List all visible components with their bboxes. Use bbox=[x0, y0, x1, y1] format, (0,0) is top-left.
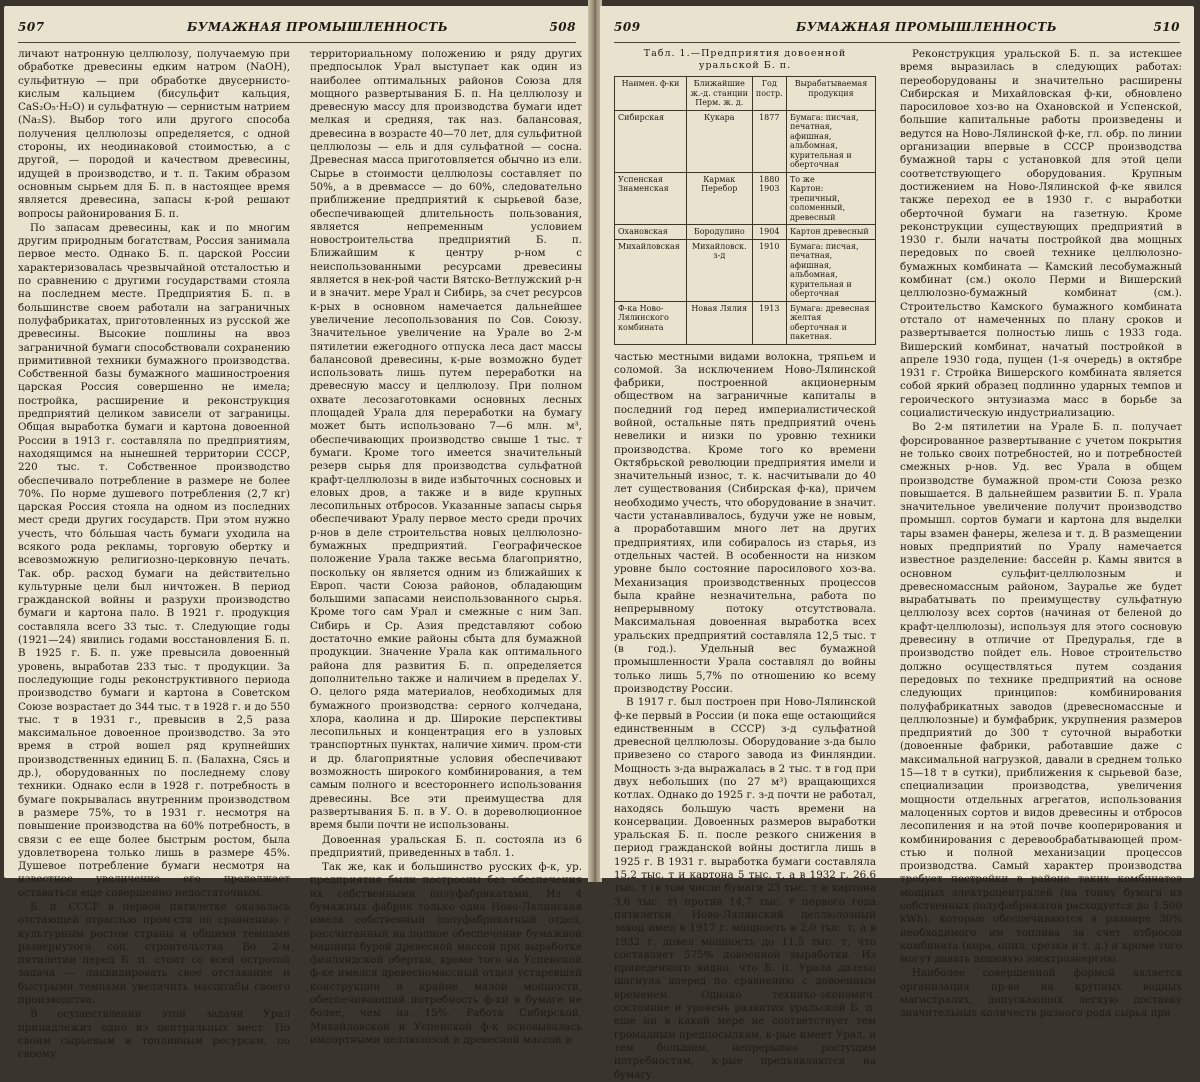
text-column-1 bbox=[18, 48, 290, 1061]
table-cell: Охановская bbox=[615, 225, 687, 240]
table-row bbox=[615, 172, 876, 225]
table-cell: Михайловск. з-д bbox=[686, 239, 752, 301]
table-row bbox=[615, 239, 876, 301]
paragraph: В осуществлении этой задачи Урал принадлежит одно из центральных мест. По своим сырьевым и топливным ресурсам, по своему bbox=[18, 1008, 290, 1061]
table-cell: Сибирская bbox=[615, 110, 687, 172]
paragraph: Б. п. СССР в первой пятилетке оказалась отстающей отраслью пром-сти по сравнению с культурным ростом страны и общими темпами развернутого соц. строительства. Во 2-м пятилетии перед Б. п. стоит со всей остротой задача — ликвидировать свое отставание и быстрыми темпами увеличить масштабы своего производства. bbox=[18, 901, 290, 1007]
table-cell: Бумага: писчая, печатная, афишная, альбомная, курительная и оберточная bbox=[786, 239, 875, 301]
page-number: 508 bbox=[549, 20, 576, 34]
table-caption: Табл. 1.—Предприятия довоенной уральской Б. п. bbox=[643, 48, 847, 71]
table-header-cell: Ближайшие ж.-д. станции Перм. ж. д. bbox=[686, 77, 752, 111]
table-cell: Бородулино bbox=[686, 225, 752, 240]
left-page-header bbox=[4, 20, 590, 38]
table-cell: Михайловская bbox=[615, 239, 687, 301]
paragraph: Довоенная уральская Б. п. состояла из 6 предприятий, приведенных в табл. 1. bbox=[310, 833, 582, 859]
text-column-2 bbox=[900, 48, 1182, 1020]
paragraph: территориальному положению и ряду других предпосылок Урал выступает как один из наиболее оптимальных районов Союза для мощного развертывания Б. п. На целлюлозу и древесную массу для производства бумаги идет мелкая и средняя, так наз. балансовая, древесина в возрасте 40—70 лет, для сульфитной целлюлозы — ель и для сульфатной — сосна. Древесная масса приготовляется обычно из ели. Сырье в стоимости целлюлозы составляет по 50%, а в древмассе — до 60%, следовательно приближение предприятий к сырьевой базе, обеспечивающей длительность пользования, является непременным условием новостроительства предприятий Б. п. Ближайшим к центру р-ном с неиспользованными ресурсами древесины является в нек-рой части Вятско-Ветлужский р-н и в значит. мере Урал и Сибирь, за счет ресурсов к-рых в основном намечается дальнейшее увеличение лесопользования по Сов. Союзу. Значительное увеличение на Урале во 2-м пятилетии ежегодного отпуска леса даст массы балансовой древесины, к-рые возможно будет использовать лишь путем переработки на древесную массу и целлюлозу. При полном охвате лесозаготовками основных лесных площадей Урала для переработки на бумагу может быть использовано 7—6 млн. м³, обеспечивающих производство свыше 1 тыс. т бумаги. Кроме того имеется значительный резерв сырья для производства сульфатной крафт-целлюлозы в виде избыточных сосновых и еловых дров, а также и в виде крупных лесопильных отбросов. Указанные запасы сырья обеспечивают Уралу первое место среди прочих р-нов в деле строительства новых целлюлозно-бумажных предприятий. Географическое положение Урала также весьма благоприятно, поскольку он является одним из ближайших к Европ. части Союза районов, обладающим большими запасами неиспользованного сырья. Кроме того сам Урал и смежные с ним Зап. Сибирь и Ср. Азия представляют собою достаточно емкие районы сбыта для бумажной продукции. Значение Урала как оптимального района для развития Б. п. определяется дополнительно также и наличием в пределах У. О. целого ряда материалов, необходимых для бумажного производства: серного колчедана, хлора, каолина и др. Широкие перспективы лесопильных и концентрация его в узловых транспортных пунктах, наличие химич. пром-сти и др. благоприятные условия обеспечивают возможность широкого комбинирования, а тем самым полного и всестороннего использования древесины. Все эти преимущества для развертывания Б. п. в У. О. в дореволюционное время были почти не использованы. bbox=[310, 48, 582, 832]
header-rule bbox=[18, 42, 576, 43]
table-cell: Новая Лялия bbox=[686, 301, 752, 344]
table-cell: То же Картон: трепичный, соломенный, древесный bbox=[786, 172, 875, 225]
header-rule bbox=[614, 42, 1180, 43]
table-cell: 1880 1903 bbox=[752, 172, 786, 225]
table-header-row bbox=[615, 77, 876, 111]
text-column-1 bbox=[614, 48, 876, 1081]
table-row bbox=[615, 110, 876, 172]
table-cell: 1877 bbox=[752, 110, 786, 172]
right-page-header bbox=[600, 20, 1194, 38]
paragraph: В 1917 г. был построен при Ново-Лялинской ф-ке первый в России (и пока еще остающийся единственным в СССР) з-д сульфатной древесной целлюлозы. Оборудование з-да было привезено со старого завода из Финляндии. Мощность з-да выражалась в 2 тыс. т в год при двух небольших (по 27 м³) вращающихся котлах. Однако до 1925 г. з-д почти не работал, находясь большую часть времени на консервации. Довоенных размеров выработки уральская Б. п. после резкого снижения в период гражданской войны достигла лишь в 1925 г. В 1931 г. выработка бумаги составляла 15,2 тыс. т и картона 5 тыс. т, а в 1932 г. 26,6 тыс. т (в том числе бумаги 23 тыс. т и картона 3,6 тыс. т) против 14,7 тыс. т первого года пятилетки. Ново-Лялинский целлюлозный завод имел в 1917 г. мощность в 2,0 тыс. т, а в 1932 г. довел мощность до 11,5 тыс. т, что составляет 575% довоенной выработки. Из приведенного видно, что Б. п. Урала далеко шагнула вперед по сравнению с довоенным временем. Однако технико-экономич. состояние и уровень развития уральской Б. п. еще ни в какой мере не соответствует тем громадным предпосылкам, к-рые имеет Урал, и тем большим, непрерывно растущим потребностям, к-рые предъявляются на бумагу. bbox=[614, 696, 876, 1081]
table-row bbox=[615, 301, 876, 344]
table-header-cell: Год постр. bbox=[752, 77, 786, 111]
paragraph: Так же, как и большинство русских ф-к, ур. предприятия были построены без обеспечения их собственными полуфабрикатами. Из 4 бумажных фабрик только одна Ново-Лялинская имела собственный полуфабрикатный отдел, рассчитанный на полное обеспечение бумажной машины бурой древесной массой при выработке финляндской обертки, кроме того на Успенской ф-ке имелся древесномассный отдел устаревшей конструкции и крайне малой мощности, обеспечивающий потребность ф-ки в бумаге не более, чем на 15%. Работа Сибирской, Михайловской и Успенской ф-к основывалась импортными целлюлозой и древесной массой и bbox=[310, 861, 582, 1046]
table-row bbox=[615, 225, 876, 240]
page-number: 507 bbox=[18, 20, 45, 34]
table-cell: Бумага: древесная желтая оберточная и пакетная. bbox=[786, 301, 875, 344]
table-cell: 1904 bbox=[752, 225, 786, 240]
paragraph: частью местными видами волокна, тряпьем и соломой. За исключением Ново-Лялинской фабрики, построенной акционерным обществом на заграничные капиталы в последний год перед империалистической войной, остальные пять предприятий очень невелики и низки по уровню техники производства. Кроме того ко времени Октябрьской революции предприятия имели и значительный износ, т. к. насчитывали до 40 лет существования (Сибирская ф-ка), причем необходимо учесть, что оборудование в значит. части устанавливалось, будучи уже не новым, а проработавшим много лет на других предприятиях, или собиралось из старья, из отдельных частей. В особенности на низком уровне было состояние паросилового хоз-ва. Механизация производственных процессов была крайне незначительна, работа по непрерывному потоку отсутствовала. Максимальная довоенная выработка всех уральских предприятий составляла 12,5 тыс. т (в год.). Удельный вес бумажной промышленности Урала составлял до войны только лишь 5,7% по отношению ко всему производству России. bbox=[614, 350, 876, 695]
left-page bbox=[4, 6, 590, 1061]
paragraph: Во 2-м пятилетии на Урале Б. п. получает форсированное развертывание с учетом покрытия не только своих потребностей, но и потребностей смежных р-нов. Уд. вес Урала в общем производстве бумажной пром-сти Союза резко повышается. В дальнейшем развитии Б. п. Урала значительное увеличение получит производство промышл. сортов бумаги и картона для выделки тары взамен фанеры, железа и т. д. В размещении новых предприятий по Уралу намечается известное разделение: бассейн р. Камы явится в основном сульфит-целлюлозным и древесномассным районом, Зауралье же будет вырабатывать по преимуществу сульфатную целлюлозу всех сортов (начиная от беленой до крафт-целлюлозы), используя для этого сосновую древесину в отличие от Предуралья, где в производство пойдет ель. Новое строительство должно осуществляться путем создания передовых по технике предприятий на основе следующих принципов: комбинирования полуфабрикатных заводов (древесномассные и целлюлозные) и бумфабрик, укрупнения размеров предприятий до 300 т суточной выработки (довоенные фабрики, работавшие даже с максимальной нагрузкой, давали в среднем только 15—18 т в сутки), приближения к сырьевой базе, специализации производства, увеличения мощности отдельных агрегатов, использования малоценных сортов и видов древесины и отбросов лесопиления и на этой почве кооперирования и комбинирования с деревообрабатывающей пром-стью и полной механизации процессов производства. Самый характер производства требует постройки в районе таких комбинатов мощных электроцентралей (на тонну бумаги из собственных полуфабрикатов расходуется до 1.500 kWh), которые обеспечиваются в размере 30% необходимого им топлива за счет отбросов комбината (кора, опил, срезка и т. д.) и кроме того могут давать дешевую электроэнергию. bbox=[900, 421, 1182, 966]
table-cell: Ф-ка Ново-Лялинского комбината bbox=[615, 301, 687, 344]
running-title: БУМАЖНАЯ ПРОМЫШЛЕННОСТЬ bbox=[187, 20, 449, 34]
table-header-cell: Наимен. ф-ки bbox=[615, 77, 687, 111]
running-title: БУМАЖНАЯ ПРОМЫШЛЕННОСТЬ bbox=[796, 20, 1058, 34]
table-cell: Бумага: писчая, печатная, афишная, альбомная, курительная и оберточная bbox=[786, 110, 875, 172]
paragraph: По запасам древесины, как и по многим другим природным богатствам, Россия занимала первое место. Однако Б. п. царской России характеризовалась чрезвычайной отсталостью и по сравнению с другими государствами стояла на последнем месте. Предприятия Б. п. в большинстве своем работали на заграничных полуфабрикатах, приготовленных из русской же древесины. Высокие пошлины на ввоз заграничной бумаги способствовали сохранению примитивной техники бумажного производства. Собственной базы бумажного машиностроения царская Россия совершенно не имела; постройка, расширение и реконструкция предприятий целиком зависели от заграницы. Общая выработка бумаги и картона довоенной России в 1913 г. составляла по предприятиям, находящимся на нынешней территории СССР, 220 тыс. т. Собственное производство обеспечивало потребление в размере не более 70%. По норме душевого потребления (2,7 кг) царская Россия стояла на одном из последних мест среди других государств. При этом нужно учесть, что бо́льшая часть бумаги уходила на всякого рода рекламы, торговую обертку и всевозможную религиозно-церковную печать. Так. обр. расход бумаги на действительно культурные цели был ничтожен. В период гражданской войны и разрухи производство бумаги и картона пало. В 1921 г. продукция составляла всего 33 тыс. т. Следующие годы (1921—24) явились годами восстановления Б. п. В 1925 г. Б. п. уже превысила довоенный уровень, выработав 233 тыс. т продукции. За последующие годы реконструктивного периода производство бумаги и картона в Советском Союзе возрастает до 344 тыс. т в 1928 г. и до 550 тыс. т в 1931 г., превысив в 2,5 раза максимальное довоенное производство. За это время в строй вошел ряд крупнейших производственных единиц Б. п. (Балахна, Сясь и др.), оборудованных по последнему слову техники. Однако если в 1928 г. потребность в бумаге покрывалась внутренним производством в размере 75%, то в 1931 г. несмотря на повышение производства на 60% потребность, в связи с ее еще более быстрым ростом, была удовлетворена только лишь в размере 45%. Душевое потребление бумаги несмотря на известное увеличение его продолжает оставаться еще совершенно недостаточным. bbox=[18, 221, 290, 899]
table-cell: Кармак Перебор bbox=[686, 172, 752, 225]
table-cell: Кукара bbox=[686, 110, 752, 172]
paragraph: Реконструкция уральской Б. п. за истекшее время выразилась в следующих работах: переоборудованы и значительно расширены Сибирская и Михайловская ф-ки, обновлено паросиловое хоз-во на Охановской и Успенской, большие капитальные работы произведены и ведутся на Ново-Лялинской ф-ке, гл. обр. по линии организации впервые в СССР производства бумажной тары с установкой для этой цели соответствующего оборудования. Крупным достижением на Ново-Лялинской ф-ке явился также переход ее в 1930 г. с выработки оберточной бумаги на газетную. Кроме реконструкции существующих предприятий в 1930 г. были начаты постройкой два мощных передовых по своей технике целлюлозно-бумажных комбината — Камский лесобумажный комбинат (см.) около Перми и Вишерский целлюлозно-бумажный комбинат (см.). Строительство Камского бумажного комбината отстало от намеченных по плану сроков и развертывается полностью лишь с 1933 года. Вишерский комбинат, начатый постройкой в апреле 1930 года, пущен (1-я очередь) в октябре 1931 г. Стройка Вишерского комбината является собой яркий образец подлинно ударных темпов и героического энтузиазма масс в борьбе за социалистическую индустриализацию. bbox=[900, 48, 1182, 420]
enterprises-table bbox=[614, 76, 876, 345]
page-number: 509 bbox=[614, 20, 641, 34]
paragraph: Наиболее совершенной формой является организация пр-ва на крупных водных магистралях, допускающих легкую доставку значительных количеств разного рода сырья при bbox=[900, 967, 1182, 1020]
right-page bbox=[600, 6, 1194, 1081]
text-column-2 bbox=[310, 48, 582, 1046]
table-cell: 1910 bbox=[752, 239, 786, 301]
table-cell: 1913 bbox=[752, 301, 786, 344]
page-number: 510 bbox=[1153, 20, 1180, 34]
table-cell: Успенская Знаменская bbox=[615, 172, 687, 225]
table-header-cell: Вырабатываемая продукция bbox=[786, 77, 875, 111]
paragraph: личают натронную целлюлозу, получаемую при обработке древесины едким натром (NaOH), сульфитную — при обработке двусернисто-кислым кальцием (бисульфит кальция, CaS₂O₅·H₂O) и сульфатную — сернистым натрием (Na₂S). Выбор того или другого способа получения целлюлозы определяется, с одной стороны, их неодинаковой стоимостью, а с другой, — породой и качеством древесины, идущей в производство, и т. п. Таким образом основным сырьем для Б. п. в настоящее время является древесина, запасы к-рой решают вопросы районирования Б. п. bbox=[18, 48, 290, 220]
table-cell: Картон древесный bbox=[786, 225, 875, 240]
